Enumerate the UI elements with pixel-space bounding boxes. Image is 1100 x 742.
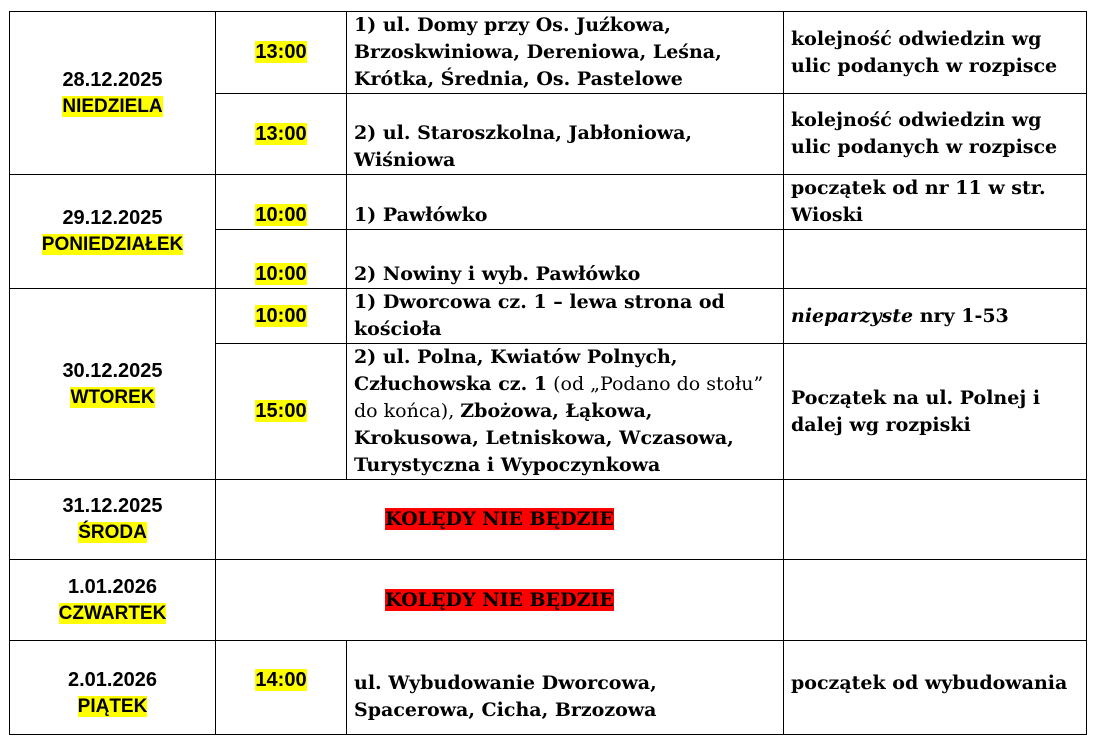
time-badge: 10:00 bbox=[255, 263, 307, 285]
weekday-badge: PIĄTEK bbox=[77, 696, 148, 717]
time-cell bbox=[216, 175, 347, 230]
date-cell bbox=[10, 560, 216, 641]
area-cell: 2) ul. Staroszkolna, Jabłoniowa, Wiśniowa bbox=[347, 94, 784, 175]
date-cell bbox=[10, 12, 216, 175]
area-cell: 1) Pawłówko bbox=[347, 175, 784, 230]
message-cell bbox=[216, 480, 784, 560]
area-text-bold: 2) ul. Polna, Kwiatów Polnych, Człuchowska cz. 1 bbox=[354, 346, 678, 395]
time-cell bbox=[216, 12, 347, 94]
time-badge: 15:00 bbox=[255, 400, 307, 422]
note-cell: Początek na ul. Polnej i dalej wg rozpiski bbox=[784, 344, 1087, 480]
note-text: nry 1-53 bbox=[913, 304, 1009, 327]
no-visit-badge: KOLĘDY NIE BĘDZIE bbox=[385, 508, 614, 530]
table-row bbox=[10, 175, 1087, 230]
table-row bbox=[10, 641, 1087, 735]
area-cell: ul. Wybudowanie Dworcowa, Spacerowa, Cicha, Brzozowa bbox=[347, 641, 784, 735]
date-text: 2.01.2026 bbox=[68, 669, 157, 691]
note-cell bbox=[784, 230, 1087, 289]
note-cell: początek od wybudowania bbox=[784, 641, 1087, 735]
area-text-plain: (od „Podano do stołu” do końca), bbox=[354, 373, 764, 422]
note-emphasis: nieparzyste bbox=[791, 304, 914, 327]
time-cell bbox=[216, 641, 347, 735]
weekday-badge: WTOREK bbox=[70, 386, 155, 408]
note-cell: kolejność odwiedzin wg ulic podanych w rozpisce bbox=[784, 12, 1087, 94]
time-cell bbox=[216, 230, 347, 289]
date-text: 28.12.2025 bbox=[62, 68, 163, 91]
date-text: 29.12.2025 bbox=[62, 207, 163, 229]
date-text: 31.12.2025 bbox=[62, 495, 163, 517]
date-cell bbox=[10, 641, 216, 735]
note-cell bbox=[784, 560, 1087, 641]
time-badge: 10:00 bbox=[255, 304, 307, 327]
schedule-table bbox=[9, 11, 1087, 735]
note-cell bbox=[784, 289, 1087, 344]
area-cell bbox=[347, 344, 784, 480]
note-cell: początek od nr 11 w str. Wioski bbox=[784, 175, 1087, 230]
area-text-bold: Zbożowa, Łąkowa, Krokusowa, Letniskowa, Wczasowa, Turystyczna i Wypoczynkowa bbox=[354, 400, 734, 476]
weekday-badge: PONIEDZIAŁEK bbox=[41, 234, 184, 255]
date-cell bbox=[10, 480, 216, 560]
date-cell bbox=[10, 175, 216, 289]
time-badge: 13:00 bbox=[255, 41, 307, 63]
weekday-badge: NIEDZIELA bbox=[62, 95, 163, 117]
time-cell bbox=[216, 94, 347, 175]
area-cell: 1) ul. Domy przy Os. Juźkowa, Brzoskwiniowa, Dereniowa, Leśna, Krótka, Średnia, Os. Pastelowe bbox=[347, 12, 784, 94]
time-cell bbox=[216, 289, 347, 344]
date-text: 30.12.2025 bbox=[62, 359, 163, 382]
table-row bbox=[10, 289, 1087, 344]
date-text: 1.01.2026 bbox=[68, 575, 157, 598]
table-row bbox=[10, 12, 1087, 94]
time-badge: 10:00 bbox=[255, 204, 307, 226]
weekday-badge: CZWARTEK bbox=[58, 602, 167, 624]
message-cell bbox=[216, 560, 784, 641]
table-row bbox=[10, 560, 1087, 641]
time-badge: 13:00 bbox=[255, 122, 307, 145]
date-cell bbox=[10, 289, 216, 480]
area-cell: 1) Dworcowa cz. 1 – lewa strona od kościoła bbox=[347, 289, 784, 344]
area-cell: 2) Nowiny i wyb. Pawłówko bbox=[347, 230, 784, 289]
time-cell bbox=[216, 344, 347, 480]
table-row bbox=[10, 480, 1087, 560]
weekday-badge: ŚRODA bbox=[78, 522, 147, 543]
no-visit-badge: KOLĘDY NIE BĘDZIE bbox=[385, 588, 614, 611]
note-cell bbox=[784, 480, 1087, 560]
time-badge: 14:00 bbox=[255, 669, 307, 691]
note-cell: kolejność odwiedzin wg ulic podanych w rozpisce bbox=[784, 94, 1087, 175]
